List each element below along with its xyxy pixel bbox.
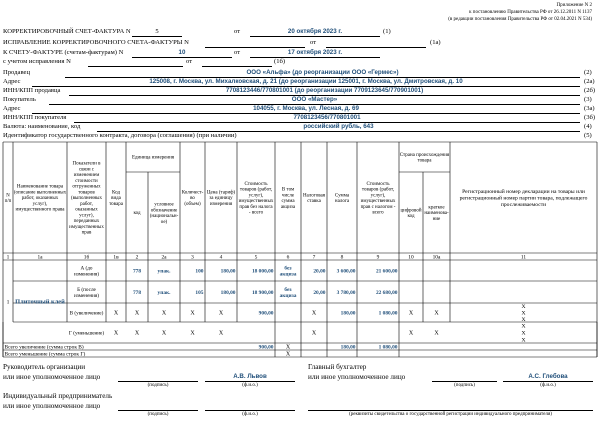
hdr-country-group: Страна происхождения товара [399,152,450,164]
party-label: Адрес [3,105,21,112]
cell-x-mark: X [521,337,526,344]
chief-fio-caption: (ф.и.о.) [540,383,556,388]
cell-x-mark: X [521,316,526,323]
cell-x-mark: X [113,330,119,337]
cell-rate: X [311,310,317,317]
cell-total: 22 680,00 [375,289,398,296]
cell-qty: 105 [195,289,204,296]
row-label: В (увеличение) [69,310,104,317]
col-number: 11 [520,254,527,261]
cell-cost: 900,00 [258,310,274,317]
head-label-1: Руководитель организации [3,363,86,371]
party-index: (5) [584,132,592,139]
cell-excise: без акциза [279,265,297,278]
hdr-qty: Количест-во (объем) [181,190,204,207]
col-number: 7 [312,254,316,261]
chief-name: А.С. Глебова [528,373,568,380]
party-index: (2) [584,69,592,76]
hdr-unit-group: Единица измерения [131,155,175,161]
cell-excise: без акциза [279,286,297,299]
cell-unit-symbol: X [161,310,167,317]
ip-req-caption: (реквизиты свидетельства о государственной регистрации индивидуального предпринимателя) [349,412,552,417]
hdr-cost-with-tax: Стоимость товаров (работ, услуг), имущественных прав с налогом -всего [360,181,396,216]
correction-ot: от [310,39,317,46]
party-index: (3) [584,96,592,103]
to-invoice-label: К СЧЕТУ-ФАКТУРЕ (счетам-фактурам) N [3,49,124,56]
hdr-num: N п/п [4,193,12,204]
cell-unit-symbol: упак. [157,268,171,275]
party-value: ООО «Альфа» (до реорганизации ООО «Гермес») [246,69,399,76]
head-label-2: или иное уполномоченное лицо [3,373,101,381]
party-label: ИНН/КПП покупателя [3,114,67,121]
corner-note-1: Приложение N 2 [556,3,592,8]
party-label: Продавец [3,69,30,76]
cell-unit-code: X [134,310,140,317]
party-index: (3а) [584,105,595,112]
cell-rate: 20,00 [313,289,326,296]
corner-note-3: (в редакции постановления Правительства РФ от 02.04.2021 N 534) [448,17,592,22]
corner-note-2: к постановлению Правительства РФ от 26.12.2011 N 1137 [469,10,592,15]
total-increase-total: 1 080,00 [378,344,398,351]
cell-rate: X [311,330,317,337]
chief-label-1: Главный бухгалтер [308,363,367,371]
party-value: 7708123456/770801001 [293,114,361,121]
cell-country-code: X [408,330,414,337]
col-number: 2 [135,254,139,261]
party-index: (3б) [584,114,596,121]
ip-fio-caption: (ф.и.о.) [242,412,258,417]
with-corrections-label: с учетом исправления N [3,58,71,65]
col-number: 1в [113,254,119,261]
with-corrections-idx: (1б) [274,58,286,65]
cell-qty: 100 [195,268,204,275]
total-decrease-excise: X [285,351,291,358]
cell-unit-code: 778 [132,268,142,275]
to-invoice-number: 10 [178,49,186,56]
cell-country-short: X [434,310,439,317]
invoice-date: 20 октября 2023 г. [287,28,343,35]
hdr-cost-no-tax: Стоимость товаров (работ, услуг), имущественных прав без налога - всего [238,181,274,216]
col-number: 2а [161,254,167,261]
col-number: 6 [286,254,290,261]
with-corrections-ot: от [186,58,193,65]
col-number: 1 [6,254,10,261]
hdr-excise: В том числе сумма акциза [280,187,296,210]
party-value: российский рубль, 643 [303,123,374,130]
row-number: 1 [6,299,10,306]
cell-total: 21 600,00 [375,268,398,275]
cell-qty: X [190,310,195,317]
ip-label-1: Индивидуальный предприниматель [3,392,113,400]
hdr-price: Цена (тариф) за единицу измерения [206,190,236,207]
cell-x-mark: X [113,310,119,317]
invoice-ot: от [234,28,241,35]
col-number: 5 [254,254,258,261]
cell-unit-symbol: упак. [157,289,171,296]
party-value: 125008, г. Москва, ул. Михалковская, д. 21 (до реорганизации 125001, г. Москва, ул. Дмитровская, д. 10 [149,78,463,85]
cell-x-mark: X [521,323,526,330]
party-index: (2а) [584,78,595,85]
party-value: 7708123446/770801001 (до реорганизации 7709123645/770901001) [225,87,424,94]
cell-qty: X [190,330,195,337]
party-index: (4) [584,123,592,130]
correction-idx: (1а) [430,39,441,46]
total-increase-excise: X [285,344,291,351]
party-label: Идентификатор государственного контракта, договора (соглашения) (при наличии) [3,132,237,139]
row-label: Б (после изменения) [73,286,100,299]
cell-x-mark: X [521,330,526,337]
hdr-reg-num: Регистрационный номер декларации на товары или регистрационный номер партии товара, подлежащего прослеживаемости [459,188,588,208]
chief-label-2: или иное уполномоченное лицо [308,373,406,381]
total-increase-cost: 900,00 [258,344,274,351]
to-invoice-date: 17 октября 2023 г. [287,49,343,56]
cell-country-short: X [434,330,439,337]
cell-rate: 20,00 [313,268,326,275]
hdr-tax-sum: Сумма налога [334,193,350,205]
cell-price: X [218,310,224,317]
correction-label: ИСПРАВЛЕНИЕ КОРРЕКТИРОВОЧНОГО СЧЕТА-ФАКТУРЫ N [3,39,189,46]
party-value: 104055, г. Москва, ул. Лесная, д. 69 [253,105,359,112]
head-fio-caption: (ф.и.о.) [242,383,258,388]
cell-price: 180,00 [220,289,236,296]
invoice-title: КОРРЕКТИРОВОЧНЫЙ СЧЕТ-ФАКТУРА N [3,28,131,35]
col-number: 1б [83,254,90,261]
party-label: Адрес [3,78,21,85]
party-label: ИНН/КПП продавца [3,87,61,94]
cell-cost: 18 900,00 [251,289,274,296]
head-sign-caption: (подпись) [147,383,169,388]
cell-x-mark: X [521,310,526,317]
col-number: 10а [432,254,441,261]
cell-unit-code: 778 [132,289,142,296]
row-label: А (до изменения) [73,265,100,278]
hdr-kind-code: Код вида товара [109,190,123,207]
hdr-country-short: краткое наименова-ние [424,205,449,222]
hdr-indicators: Показатели в связи с изменением стоимости отгруженных товаров (выполненных работ, оказанных услуг), переданных имущественных прав [69,161,104,236]
cell-cost: 18 000,00 [251,268,274,275]
cell-total: 1 080,00 [378,310,398,317]
product-name: Плиточный клей [15,298,65,306]
hdr-rate: Налоговая ставка [302,193,326,205]
ip-label-2: или иное уполномоченное лицо [3,402,101,410]
row-label: Г (уменьшение) [68,330,105,337]
hdr-name: Наименование товара (описание выполненных работ, оказанных услуг), имущественного права [13,184,67,213]
col-number: 1а [37,254,43,261]
cell-unit-code: X [134,330,140,337]
to-invoice-ot: от [234,49,241,56]
total-decrease-label: Всего уменьшение (сумма строк Г) [4,351,86,358]
cell-tax: 3 780,00 [336,289,356,296]
col-number: 4 [219,254,223,261]
col-number: 10 [408,254,414,261]
col-number: 9 [376,254,380,261]
col-number: 8 [340,254,344,261]
chief-sign-caption: (подпись) [454,383,475,388]
col-number: 3 [191,254,194,261]
cell-tax: 180,00 [340,310,356,317]
head-name: А.В. Львов [233,373,267,380]
party-label: Валюта: наименование, код [3,123,81,130]
invoice-idx: (1) [383,28,391,35]
cell-price: X [218,330,224,337]
invoice-number: 5 [155,28,159,35]
cell-country-code: X [408,310,414,317]
hdr-unit-symbol: условное обозначение (национальн-ое) [149,202,179,225]
cell-tax: 3 600,00 [336,268,356,275]
hdr-country-code: цифровой код [400,208,422,220]
hdr-unit-code: код [133,211,141,217]
ip-sign-caption: (подпись) [147,412,169,417]
cell-x-mark: X [521,304,526,311]
cell-unit-symbol: X [161,330,167,337]
total-increase-label: Всего увеличение (сумма строк В) [4,344,84,351]
cell-price: 180,00 [220,268,236,275]
party-index: (2б) [584,87,596,94]
party-value: ООО «Мастер» [291,96,338,103]
party-label: Покупатель [3,96,36,103]
total-increase-tax: 180,00 [340,344,356,351]
